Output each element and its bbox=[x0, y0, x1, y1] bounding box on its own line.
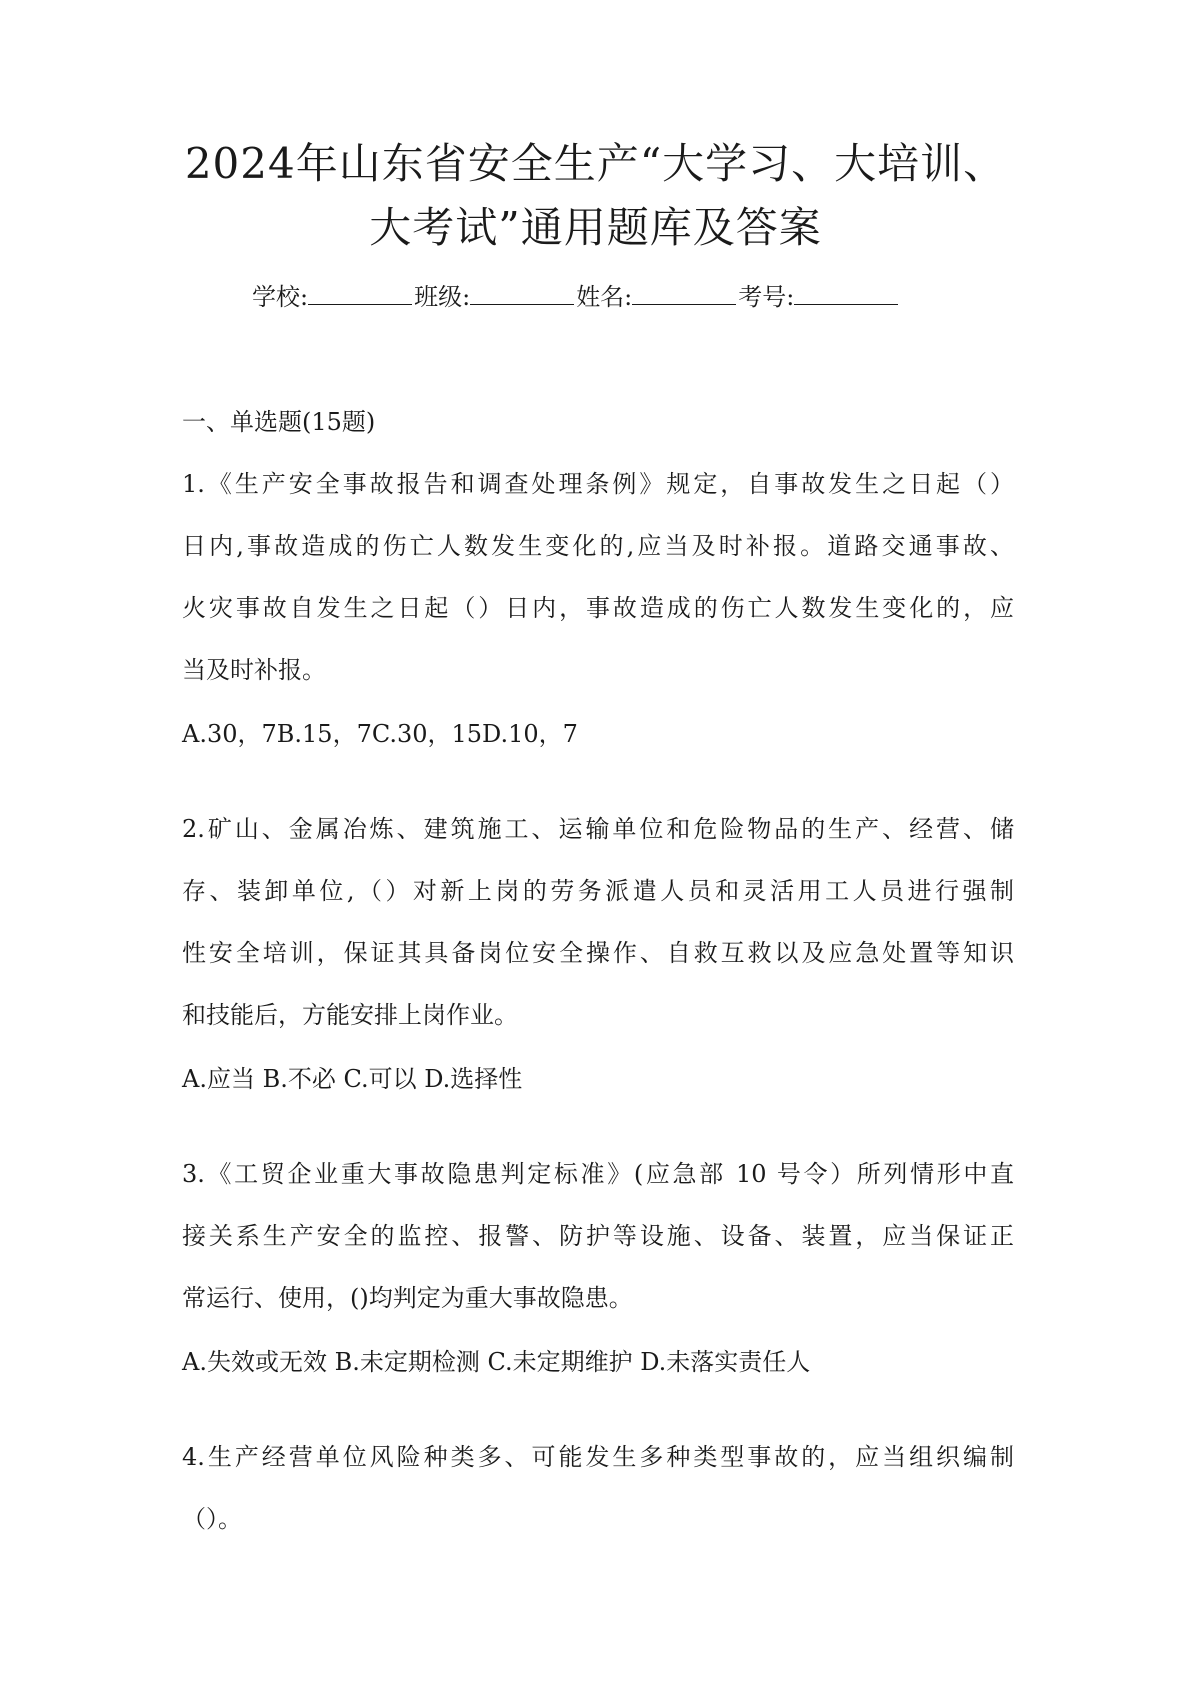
question-4-line-1: 4.生产经营单位风险种类多、可能发生多种类型事故的，应当组织编制 bbox=[182, 1443, 1014, 1471]
question-3-options: A.失效或无效 B.未定期检测 C.未定期维护 D.未落实责任人 bbox=[182, 1348, 811, 1376]
name-blank bbox=[632, 278, 736, 305]
document-title-line1: 2024年山东省安全生产“大学习、大培训、 bbox=[184, 139, 1007, 188]
question-1-line-2: 日内,事故造成的伤亡人数发生变化的,应当及时补报。道路交通事故、 bbox=[182, 532, 1014, 560]
school-blank bbox=[308, 278, 412, 305]
question-2-line-2: 存、装卸单位,（）对新上岗的劳务派遣人员和灵活用工人员进行强制 bbox=[182, 877, 1014, 905]
question-2-line-3: 性安全培训，保证其具备岗位安全操作、自救互救以及应急处置等知识 bbox=[182, 939, 1014, 967]
question-3-line-2: 接关系生产安全的监控、报警、防护等设施、设备、装置，应当保证正 bbox=[182, 1222, 1014, 1250]
name-label: 姓名: bbox=[576, 283, 633, 311]
section-heading: 一、单选题(15题) bbox=[182, 408, 376, 436]
question-1-line-1: 1.《生产安全事故报告和调查处理条例》规定，自事故发生之日起（） bbox=[182, 470, 1014, 498]
exam-no-blank bbox=[794, 278, 898, 305]
class-blank bbox=[470, 278, 574, 305]
document-title-line2: 大考试”通用题库及答案 bbox=[369, 203, 822, 252]
question-3-line-3: 常运行、使用，()均判定为重大事故隐患。 bbox=[182, 1284, 633, 1312]
school-label: 学校: bbox=[252, 283, 309, 311]
question-2-line-4: 和技能后，方能安排上岗作业。 bbox=[182, 1001, 518, 1029]
question-1-options: A.30，7B.15，7C.30，15D.10，7 bbox=[182, 720, 578, 748]
question-4-line-2: （）。 bbox=[182, 1505, 242, 1533]
question-3-line-1: 3.《工贸企业重大事故隐患判定标准》(应急部 10 号令）所列情形中直 bbox=[182, 1160, 1014, 1188]
student-info-row bbox=[252, 278, 900, 315]
question-2-options: A.应当 B.不必 C.可以 D.选择性 bbox=[182, 1065, 523, 1093]
class-label: 班级: bbox=[414, 283, 471, 311]
question-2-line-1: 2.矿山、金属冶炼、建筑施工、运输单位和危险物品的生产、经营、储 bbox=[182, 815, 1014, 843]
question-1-line-3: 火灾事故自发生之日起（）日内，事故造成的伤亡人数发生变化的，应 bbox=[182, 594, 1014, 622]
question-1-line-4: 当及时补报。 bbox=[182, 656, 326, 684]
exam-no-label: 考号: bbox=[738, 283, 795, 311]
